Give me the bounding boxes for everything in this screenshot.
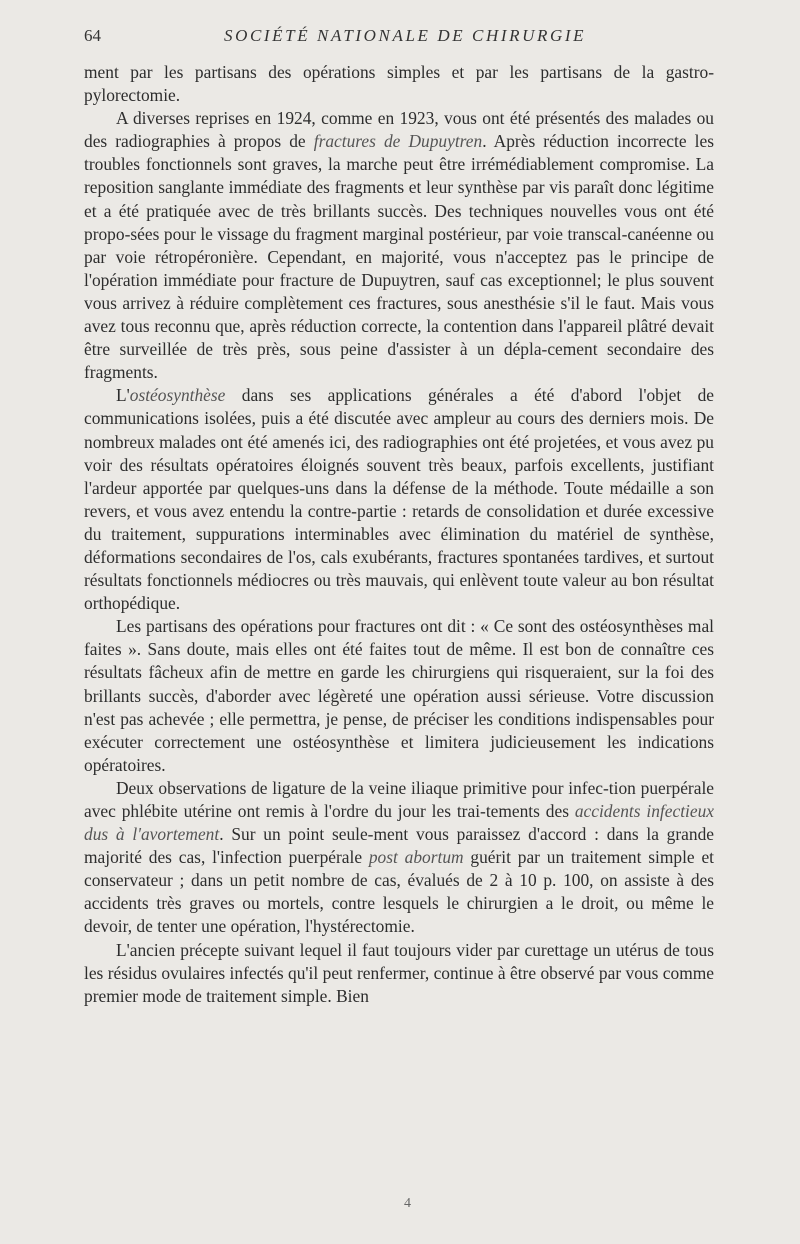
text-run: . Sur un point seule-ment vous paraissez d'accord : dans la grande majorité des cas, l'infection puerpérale: [84, 824, 714, 868]
paragraph: [84, 615, 714, 777]
page-number: 64: [84, 26, 101, 45]
paragraph: [84, 384, 714, 615]
paragraph: [84, 939, 714, 1008]
running-title: SOCIÉTÉ NATIONALE DE CHIRURGIE: [224, 26, 587, 45]
text-run: Deux observations de ligature de la veine iliaque primitive pour infec-tion puerpérale avec phlébite utérine ont remis à l'ordre du jour les trai-tements des: [84, 777, 714, 821]
italic-term: post abortum: [368, 847, 464, 868]
text-run: guérit par un traitement simple et conservateur ; dans un petit nombre de cas, évalués de 2 à 10 p. 100, on assiste à des accidents très graves ou mortels, contre lesquels le chirurgien a le droit, ou même le devoir, de tenter une opération, l'hystérectomie.: [84, 847, 714, 937]
text-run: A diverses reprises en 1924, comme en 1923, vous ont été présentés des malades ou des radiographies à propos de: [84, 108, 714, 152]
italic-term: accidents infectieux dus à l'avortement: [84, 801, 714, 845]
text-run: ment par les partisans des opérations simples et par les partisans de la gastro-pylorectomie.: [84, 62, 714, 106]
text-run: L': [116, 385, 130, 406]
paragraph: [84, 107, 714, 384]
italic-term: ostéosynthèse: [129, 385, 226, 406]
paragraph: [84, 61, 714, 107]
italic-term: fractures de Dupuytren: [313, 131, 483, 152]
body-text: [84, 61, 714, 1008]
page-header: [84, 26, 714, 50]
text-run: Les partisans des opérations pour fractures ont dit : « Ce sont des ostéosynthèses mal faites ». Sans doute, mais elles ont été faites tout de même. Il est bon de connaître ces résultats fâcheux afin de mettre en garde les chirurgiens qui risqueraient, sur la foi des brillants succès, d'aborder avec légèreté une opération aussi sérieuse. Votre discussion n'est pas achevée ; elle permettra, je pense, de préciser les conditions indispensables pour exécuter correctement une ostéosynthèse et limitera judicieusement les indications opératoires.: [84, 616, 714, 775]
signature-mark: 4: [404, 1196, 411, 1211]
text-run: L'ancien précepte suivant lequel il faut toujours vider par curettage un utérus de tous les résidus ovulaires infectés qu'il peut renfermer, continue à être observé par vous comme premier mode de traitement simple. Bien: [84, 939, 714, 1006]
text-run: dans ses applications générales a été d'abord l'objet de communications isolées, puis a été discutée avec ampleur au cours des derniers mois. De nombreux malades ont été amenés ici, des radiographies ont été projetées, et vous avez pu voir des résultats opératoires éloignés souvent très beaux, parfois excellents, justifiant l'ardeur apportée par quelques-uns dans la défense de la méthode. Toute médaille a son revers, et vous avez entendu la contre-partie : retards de consolidation et durée excessive du traitement, suppurations interminables avec élimination du matériel de synthèse, déformations secondaires de l'os, cals exubérants, fractures spontanées tardives, et surtout résultats fonctionnels médiocres ou très mauvais, qui enlèvent toute valeur au bon résultat orthopédique.: [84, 385, 714, 614]
paragraph: [84, 777, 714, 939]
text-run: . Après réduction incorrecte les troubles fonctionnels sont graves, la marche peut être irrémédiablement compromise. La reposition sanglante immédiate des fragments et leur synthèse par vis paraît donc légitime et a été pratiquée avec de très brillants succès. Des techniques nouvelles vous ont été propo-sées pour le vissage du fragment marginal postérieur, par voie transcal-canéenne ou par voie rétropéronière. Cependant, en majorité, vous n'acceptez pas le principe de l'opération immédiate pour fracture de Dupuytren, sauf cas exceptionnel; le plus souvent vous arrivez à réduire complètement ces fractures, sous anesthésie s'il le faut. Mais vous avez tous reconnu que, après réduction correcte, la contention dans l'appareil plâtré devait être surveillée de très près, sous peine d'assister à un dépla-cement secondaire des fragments.: [84, 131, 714, 383]
